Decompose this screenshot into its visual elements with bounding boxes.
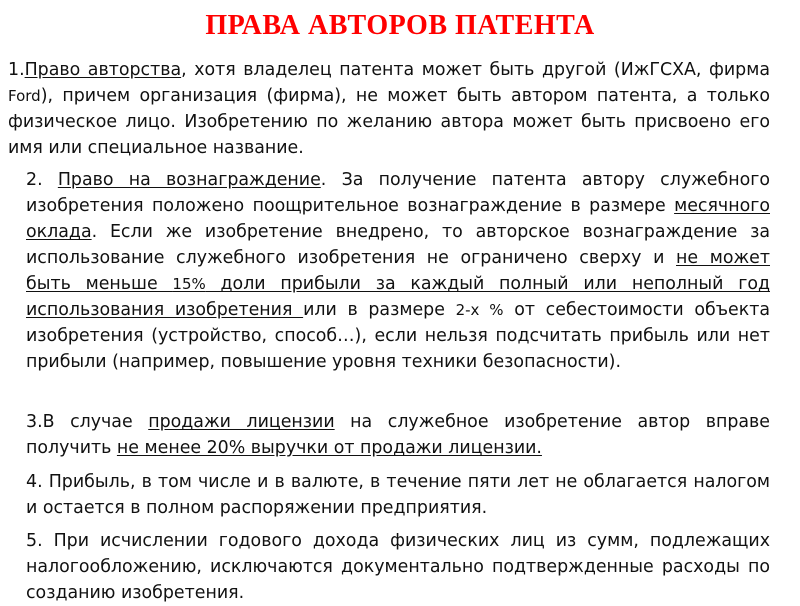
paragraph-income: 5. При исчислении годового дохода физических лиц из сумм, подлежащих налогообложению, исключаются документально подтвержденные расходы по созданию изобретения. [26, 531, 770, 603]
underlined-term-authorship: Право авторства [24, 60, 182, 80]
underlined-term-monthly-salary: месячного оклада [26, 196, 770, 242]
paragraph-text: В случае [42, 412, 149, 432]
paragraph-license-sale [26, 409, 770, 461]
paragraph-number: 3. [26, 412, 43, 432]
underlined-minimum-share: не может быть меньше 15% доли прибыли за каждый полный или неполный год использования изобретения [26, 248, 770, 320]
underlined-license-revenue: не менее 20% выручки от продажи лицензии. [116, 438, 542, 458]
paragraph-authorship [8, 57, 770, 161]
paragraph-remuneration [26, 167, 770, 375]
underlined-term-remuneration: Право на вознаграждение [57, 170, 321, 190]
percent-value: 15% [172, 275, 206, 293]
paragraph-number: 1. [8, 60, 25, 80]
paragraph-text: . За получение патента автору служебного изобретения положено поощрительное вознаграждение в размере [26, 170, 770, 216]
underlined-term-license-sale: продажи лицензии [148, 412, 335, 432]
paragraph-text: ), причем организация (фирма), не может быть автором патента, а только физическое лицо. Изобретению по желанию автора может быть присвоено его имя или специальное название. [8, 86, 770, 158]
paragraph-text: или в размере [303, 300, 456, 320]
paragraph-number: 2. [26, 170, 58, 190]
company-name: Ford [8, 87, 41, 105]
paragraph-text: , хотя владелец патента может быть другой (ИжГСХА, фирма [181, 60, 770, 80]
paragraph-profit: 4. Прибыль, в том числе и в валюте, в течение пяти лет не облагается налогом и остается в полном распоряжении предприятия. [26, 472, 770, 518]
percent-value: 2-х % [455, 301, 504, 319]
paragraph-text: . Если же изобретение внедрено, то авторское вознаграждение за использование служебного изобретения не ограничено сверху и [26, 222, 770, 268]
paragraph-text: от себестоимости объекта изобретения (устройство, способ…), если нельзя подсчитать прибыль или нет прибыли (например, повышение уровня техники безопасности). [26, 300, 771, 372]
paragraph-text: на служебное изобретение автор вправе получить [26, 412, 770, 458]
slide-title: ПРАВА АВТОРОВ ПАТЕНТА [205, 10, 595, 41]
